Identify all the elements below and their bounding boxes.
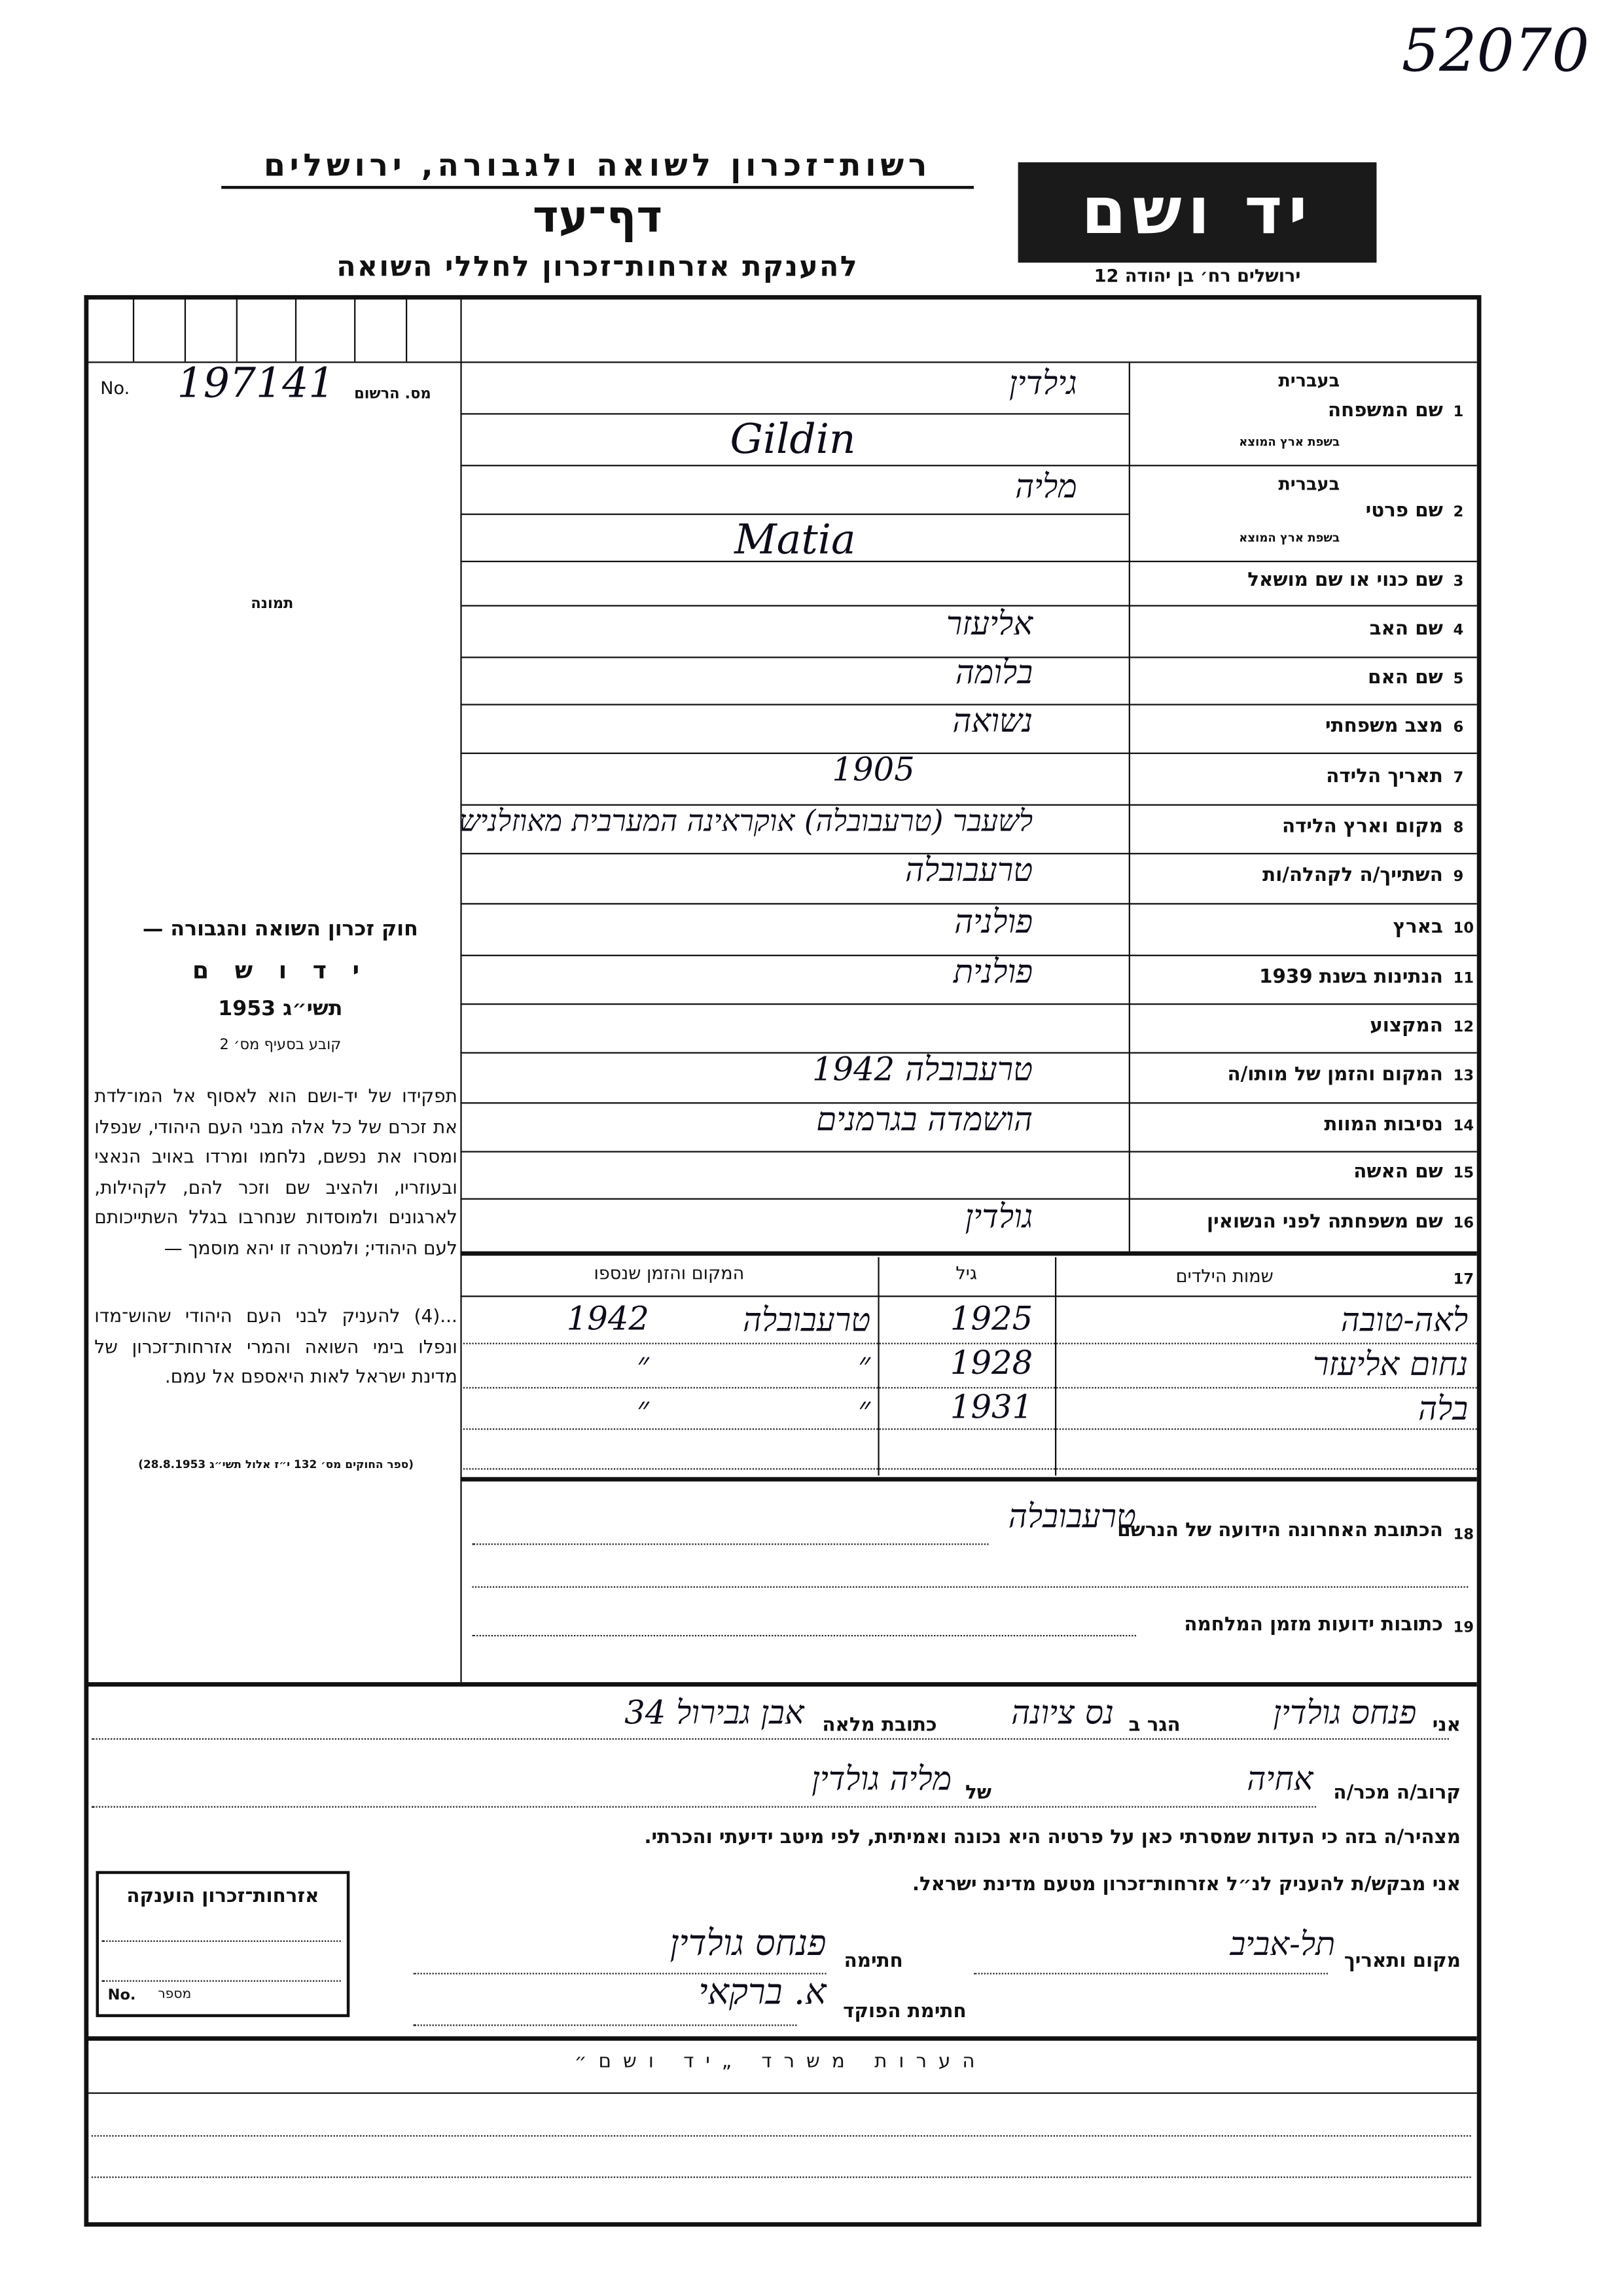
children-names-header: שמות הילדים (1175, 1266, 1274, 1287)
children-age-header: גיל (955, 1263, 977, 1284)
field-label: השתייך/ה לקהלה/ות (1262, 865, 1443, 887)
wartime-addresses-label: כתובות ידועות מזמן המלחמה (1184, 1614, 1443, 1637)
field-number: 7 (1453, 769, 1464, 786)
field-number: 14 (1453, 1117, 1474, 1134)
citizenship-stamp-box (96, 1871, 350, 2017)
field-number: 8 (1453, 819, 1464, 836)
child-death-place: טרעבובלה (742, 1302, 871, 1340)
field-label: שם המשפחה (1327, 399, 1443, 422)
form-title: דף־עד (532, 192, 663, 243)
form-subtitle: להענקת אזרחות־זכרון לחללי השואה (336, 251, 859, 283)
residing-label: הגר ב (1128, 1714, 1181, 1737)
row-divider (460, 753, 1476, 754)
of-label: של (965, 1782, 992, 1805)
supervisor-signature-label: חתימת הפוקד (843, 2001, 967, 2023)
children-number: 17 (1453, 1272, 1474, 1289)
sublabel-origin: בשפת ארץ המוצא (1239, 531, 1340, 545)
field-label: המקום והזמן של מותו/ה (1227, 1064, 1443, 1086)
field-number: 4 (1453, 622, 1464, 639)
field-label: בארץ (1393, 915, 1443, 938)
field-label: שם האשה (1353, 1161, 1443, 1184)
law-paragraph-1: תפקידו של יד-ושם הוא לאסוף אל המו־לדת את זכרם של כל אלה מבני העם היהודי, שנפלו ומסרו את נפשם, נלחמו ומרדו באויב הנאצי ובעוזריו, ולהציב שם וזכר להם, לקהילות, לארגונים ולמוסדות שנחרבו בגלל השתייכותם לעם היהודי; ולמטרה זו יהא מוסמך — (94, 1085, 457, 1258)
row-divider (460, 1003, 1476, 1005)
field-number: 6 (1453, 719, 1464, 736)
children-place-header: המקום והזמן שנספו (594, 1263, 745, 1284)
statement-request: אני מבקש/ת להעניק לנ״ל אזרחות־זכרון מטעם מדינת ישראל. (912, 1874, 1461, 1897)
stamp-box-no-label: No. (107, 1987, 136, 2004)
child-row-divider (460, 1428, 1476, 1429)
child-row-divider (460, 1343, 1476, 1344)
field-number: 11 (1453, 970, 1474, 987)
yad-vashem-logo (1018, 162, 1377, 262)
child-name: בלה (1418, 1391, 1469, 1429)
signature-label: חתימה (844, 1950, 903, 1973)
law-title: חוק זכרון השואה והגבורה — (142, 918, 418, 942)
child-birth-year: 1931 (950, 1390, 1033, 1427)
child-name: לאה-טובה (1340, 1302, 1469, 1340)
sublabel-hebrew: בעברית (1278, 473, 1340, 495)
child-name: נחום אליעזר (1313, 1347, 1469, 1384)
registration-no-label: No. (100, 378, 130, 399)
law-section: קובע בסעיף מס׳ 2 (219, 1037, 342, 1054)
relation-value: אחיה (1247, 1761, 1313, 1799)
child-death-place: ״ (858, 1391, 871, 1429)
field-label: תאריך הלידה (1326, 764, 1443, 787)
field-number: 13 (1453, 1068, 1474, 1085)
field-value: בלומה (955, 655, 1033, 692)
row-divider (460, 465, 1476, 466)
field-value: טרעבובלה 1942 (812, 1052, 1033, 1089)
field-label: נסיבות המוות (1324, 1113, 1443, 1136)
field-number: 1 (1453, 404, 1464, 421)
field-value: גולדין (965, 1199, 1033, 1237)
office-notes-title: הערות משרד „יד ושם״ (574, 2051, 987, 2073)
field-number: 3 (1453, 574, 1464, 590)
declaration-i-label: אני (1432, 1714, 1461, 1737)
stamp-box-title: אזרחות־זכרון הוענקה (126, 1886, 319, 1909)
archive-number: 52070 (1401, 18, 1590, 86)
sublabel-hebrew: בעברית (1278, 370, 1340, 391)
field-value-hebrew: מליה (1015, 469, 1077, 507)
field-number: 12 (1453, 1018, 1474, 1035)
registration-label: מס. הרשום (354, 386, 431, 403)
declarant-address: אבן גבירול 34 (624, 1695, 804, 1732)
field-label: שם כנוי או שם מושאל (1247, 569, 1443, 592)
child-death-year: ״ (637, 1347, 649, 1384)
relation-label: קרוב/ה מכר/ה (1333, 1782, 1461, 1805)
field-value: נשואה (952, 703, 1033, 740)
place-date-label: מקום ותאריך (1344, 1950, 1461, 1973)
field-label: שם האב (1369, 617, 1443, 640)
registration-number: 197141 (177, 358, 335, 408)
field-value: לשעבר (טרעבובלה) אוקראינה המערבית מאוזלניש (459, 802, 1033, 838)
residing-city: נס ציונה (1011, 1695, 1115, 1732)
last-address-value: טרעבובלה (1008, 1499, 1136, 1536)
declarant-name: פנחס גולדין (1273, 1695, 1417, 1732)
field-value: פולנית (953, 954, 1033, 991)
child-birth-year: 1928 (950, 1346, 1033, 1383)
child-death-year: 1942 (566, 1301, 649, 1338)
sublabel-origin: בשפת ארץ המוצא (1239, 435, 1340, 449)
last-address-number: 18 (1453, 1527, 1474, 1544)
child-birth-year: 1925 (950, 1301, 1033, 1338)
field-number: 15 (1453, 1166, 1474, 1182)
field-label: מקום וארץ הלידה (1281, 815, 1443, 838)
field-value: אליעזר (946, 605, 1033, 643)
field-number: 10 (1453, 920, 1474, 937)
of-name: מליה גולדין (812, 1761, 952, 1799)
statement-truth: מצהיר/ה בזה כי העדות שמסרתי כאן על פרטיה היא נכונה ואמיתית, לפי מיטב ידיעתי והכרתי. (644, 1827, 1461, 1849)
photo-label: תמונה (251, 596, 294, 613)
logo-text: יד ושם (1081, 174, 1313, 250)
field-label: מצב משפחתי (1325, 715, 1443, 738)
field-label: שם האם (1368, 667, 1443, 689)
field-value: הושמדה בגרמנים (816, 1101, 1033, 1139)
law-year: תשי״ג 1953 (218, 997, 343, 1022)
row-divider (460, 561, 1476, 562)
field-value: טרעבובלה (904, 853, 1033, 890)
child-death-place: ״ (858, 1347, 871, 1384)
field-label: המקצוע (1370, 1014, 1443, 1037)
law-citation: (ספר החוקים מס׳ 132 י״ז אלול תשי״ג 28.8.1953) (138, 1458, 414, 1471)
wartime-addresses-number: 19 (1453, 1620, 1474, 1637)
field-value-hebrew: גילדין (1008, 366, 1077, 403)
address: ירושלים רח׳ בן יהודה 12 (1094, 265, 1301, 287)
authority-title: רשות־זכרון לשואה ולגבורה, ירושלים (221, 147, 974, 188)
law-name: י ד ו ש ם (192, 956, 368, 984)
field-number: 5 (1453, 671, 1464, 688)
child-row-divider (460, 1387, 1476, 1388)
declarant-signature: פנחס גולדין (669, 1922, 827, 1964)
field-value-origin: Matia (734, 514, 856, 564)
law-paragraph-2: ...(4) להעניק לבני העם היהודי שהוש־מדו ונפלו בימי השואה והמרי אזרחות־זכרון של מדינת ישראל לאות היאספם אל עמם. (94, 1304, 457, 1388)
child-death-year: ״ (637, 1391, 649, 1429)
field-label: שם משפחתה לפני הנשואין (1207, 1211, 1443, 1234)
field-value: פולניה (954, 903, 1033, 941)
field-label: הנתינות בשנת 1939 (1259, 965, 1443, 988)
field-number: 2 (1453, 503, 1464, 520)
field-label: שם פרטי (1365, 499, 1443, 522)
row-divider (460, 1151, 1476, 1153)
field-value: 1905 (832, 751, 915, 789)
field-value-origin: Gildin (730, 414, 856, 463)
address-label: כתובת מלאה (822, 1714, 937, 1737)
field-number: 9 (1453, 869, 1464, 886)
stamp-box-number-label: מספר (158, 1987, 192, 2003)
place-date-value: תל-אביב (1230, 1927, 1336, 1964)
supervisor-signature: א. ברקאי (698, 1971, 827, 2013)
field-number: 16 (1453, 1215, 1474, 1232)
last-address-label: הכתובת האחרונה הידועה של הנרשם (1117, 1520, 1443, 1542)
